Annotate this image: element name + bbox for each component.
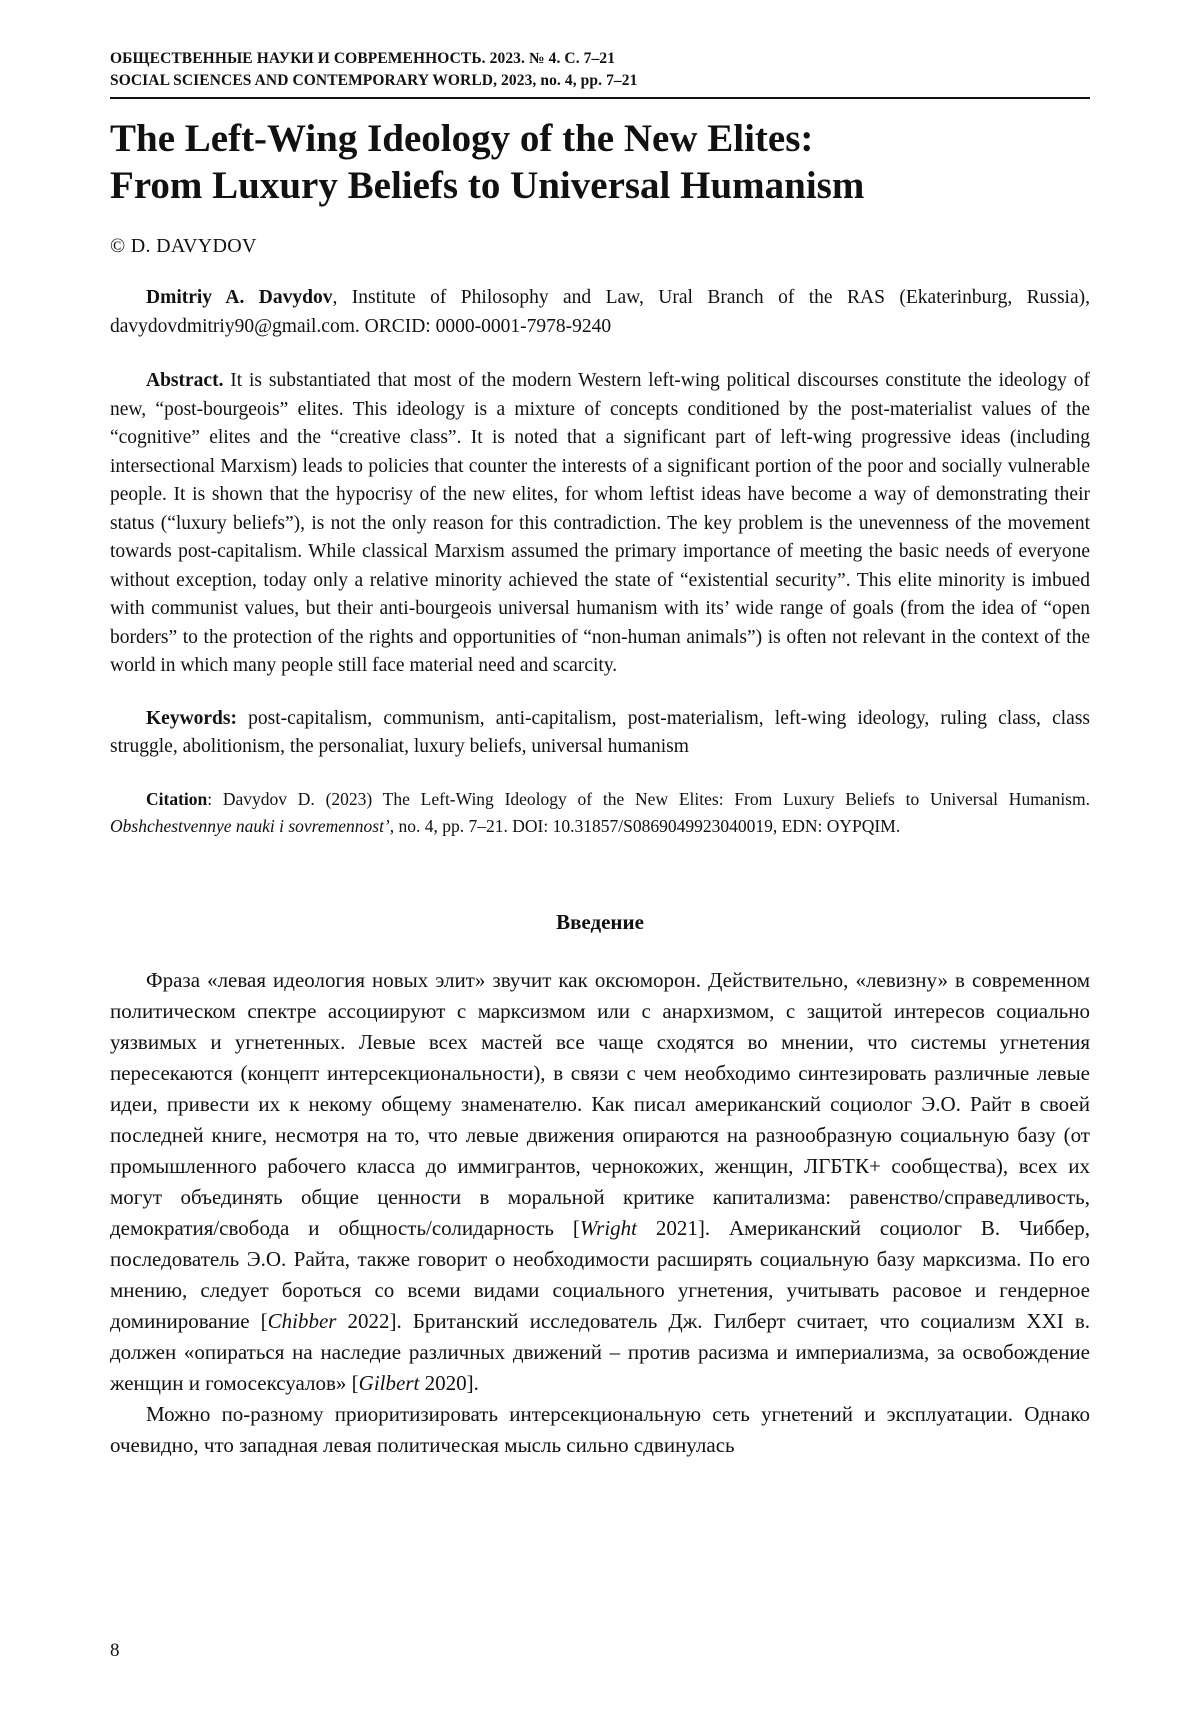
citation-journal: Obshchestvennye nauki i sovremennost’ xyxy=(110,815,390,836)
citation xyxy=(110,786,1090,840)
body-paragraph: Можно по-разному приоритизировать интерсекциональную сеть угнетений и эксплуатации. Однако очевидно, что западная левая политическая мысль сильно сдвинулась xyxy=(110,1401,1090,1457)
journal-line-ru: ОБЩЕСТВЕННЫЕ НАУКИ И СОВРЕМЕННОСТЬ. 2023. № 4. С. 7–21 xyxy=(110,50,616,67)
citation-label: Citation xyxy=(146,788,208,809)
citation-details: , no. 4, pp. 7–21. DOI: 10.31857/S0869049923040019, EDN: OYPQIM. xyxy=(389,815,901,836)
author-line: © D. DAVYDOV xyxy=(110,235,257,257)
article-title xyxy=(110,115,1090,209)
keywords-text: post-capitalism, communism, anti-capitalism, post-materialism, left-wing ideology, ruling class, class struggle, abolitionism, the personaliat, luxury beliefs, universal humanism xyxy=(110,707,1090,757)
body-paragraph xyxy=(110,965,1090,1399)
page xyxy=(110,48,1090,1461)
affiliation-text: , Institute of Philosophy and Law, Ural Branch of the RAS (Ekaterinburg, Russia), davydovdmitriy90@gmail.com. ORCID: 0000-0001-7978-9240 xyxy=(110,287,1090,337)
reference-author: Wright xyxy=(579,1215,638,1240)
body-text-run: 2020]. xyxy=(419,1370,479,1395)
reference-author: Gilbert xyxy=(358,1370,420,1395)
abstract xyxy=(110,367,1090,681)
section-heading: Введение xyxy=(556,909,644,934)
abstract-text: It is substantiated that most of the modern Western left-wing political discourses constitute the ideology of new, “post-bourgeois” elites. This ideology is a mixture of concepts conditioned by the post-materialist values of the “cognitive” elites and the “creative class”. It is noted that a significant part of left-wing progressive ideas (including intersectional Marxism) leads to policies that counter the interests of a significant portion of the poor and socially vulnerable people. It is shown that the hypocrisy of the new elites, for whom leftist ideas have become a way of demonstrating their status (“luxury beliefs”), is not the only reason for this contradiction. The key problem is the unevenness of the movement towards post-capitalism. While classical Marxism assumed the primary importance of meeting the basic needs of everyone without exception, today only a relative minority achieved the state of “existential security”. This elite minority is imbued with communist values, but their anti-bourgeois universal humanism with its’ wide range of goals (from the idea of “open borders” to the protection of the rights and opportunities of “non-human animals”) is often not relevant in the context of the world in which many people still face material need and scarcity. xyxy=(110,370,1090,676)
keywords-label: Keywords: xyxy=(146,707,237,729)
title-line-1: The Left-Wing Ideology of the New Elites: xyxy=(110,117,814,160)
journal-line-en: SOCIAL SCIENCES AND CONTEMPORARY WORLD, 2023, no. 4, pp. 7–21 xyxy=(110,72,638,89)
keywords xyxy=(110,705,1090,762)
body-text xyxy=(110,965,1090,1461)
title-line-2: From Luxury Beliefs to Universal Humanism xyxy=(110,164,865,207)
body-text-run: 2022]. Британский исследователь Дж. Гилберт считает, что социализм XXI в. должен «опираться на наследие различных движений – против расизма и империализма, за освобождение женщин и гомосексуалов» [ xyxy=(110,1308,1090,1395)
reference-author: Chibber xyxy=(267,1308,337,1333)
author-affiliation xyxy=(110,284,1090,341)
journal-running-head xyxy=(110,48,1090,92)
citation-text: : Davydov D. (2023) The Left-Wing Ideology of the New Elites: From Luxury Beliefs to Universal Humanism. xyxy=(207,788,1090,809)
body-text-run: Фраза «левая идеология новых элит» звучит как оксюморон. Действительно, «левизну» в современном политическом спектре ассоциируют с марксизмом или с анархизмом, с защитой интересов социально уязвимых и угнетенных. Левые всех мастей все чаще сходятся во мнении, что системы угнетения пересекаются (концепт интерсекциональности), в связи с чем необходимо синтезировать различные левые идеи, привести их к некому общему знаменателю. Как писал американский социолог Э.О. Райт в своей последней книге, несмотря на то, что левые движения опираются на разнообразную социальную базу (от промышленного рабочего класса до иммигрантов, чернокожих, женщин, ЛГБТК+ сообщества), всех их могут объединять общие ценности в моральной критике капитализма: равенство/справедливость, демократия/свобода и общность/солидарность [ xyxy=(110,967,1090,1240)
abstract-label: Abstract. xyxy=(146,370,224,391)
page-number: 8 xyxy=(110,1640,120,1661)
body-text-run: 2021]. Американский социолог В. Чиббер, последователь Э.О. Райта, также говорит о необходимости расширять социальную базу марксизма. По его мнению, следует бороться со всеми видами социального угнетения, учитывать расовое и гендерное доминирование [ xyxy=(110,1215,1090,1333)
author-name: Dmitriy A. Davydov xyxy=(146,287,333,308)
header-rule xyxy=(110,97,1090,99)
